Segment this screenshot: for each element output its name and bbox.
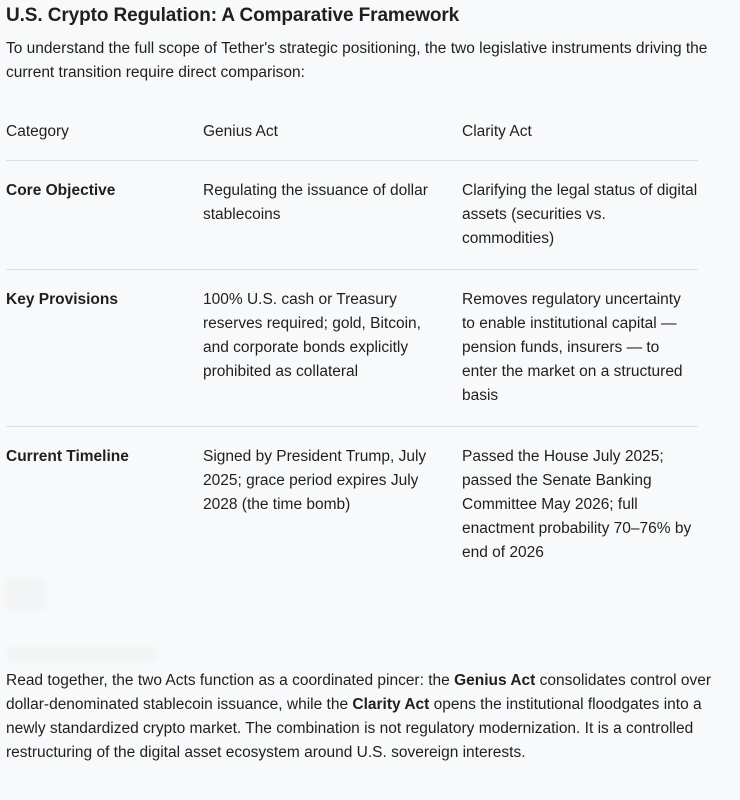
row-label-current-timeline: Current Timeline — [6, 448, 129, 465]
closing-text: opens the institutional floodgates into a newly standardized crypto market. The combination is not regulatory modernization. It is a controlled restructuring of the digital asset ecosystem around U.S. sovereign interests. — [6, 696, 702, 761]
clarity-act-cell: Removes regulatory uncertainty to enable institutional capital — pension funds, insurers — to enter the market on a structured basis — [462, 270, 698, 427]
table-row — [6, 161, 698, 270]
intro-paragraph: To understand the full scope of Tether's strategic positioning, the two legislative instruments driving the current transition require direct comparison: — [6, 40, 708, 81]
closing-text: consolidates control over dollar-denominated stablecoin issuance, while the — [6, 672, 712, 713]
table-row — [6, 270, 698, 427]
column-header-category: Category — [6, 118, 203, 161]
genius-act-cell: 100% U.S. cash or Treasury reserves required; gold, Bitcoin, and corporate bonds explicitly prohibited as collateral — [203, 270, 462, 427]
genius-act-cell: Regulating the issuance of dollar stablecoins — [203, 161, 462, 270]
blurred-placeholder — [6, 580, 46, 610]
closing-paragraph — [6, 669, 738, 765]
genius-act-cell: Signed by President Trump, July 2025; grace period expires July 2028 (the time bomb) — [203, 448, 427, 513]
page-title: U.S. Crypto Regulation: A Comparative Framework — [6, 5, 460, 26]
clarity-act-cell: Passed the House July 2025; passed the Senate Banking Committee May 2026; full enactment probability 70–76% by end of 2026 — [462, 448, 692, 561]
comparison-table — [6, 118, 698, 583]
clarity-act-cell: Clarifying the legal status of digital assets (securities vs. commodities) — [462, 161, 698, 270]
table-header-row — [6, 118, 698, 161]
genius-act-emphasis: Genius Act — [454, 672, 536, 689]
clarity-act-emphasis: Clarity Act — [352, 696, 430, 713]
row-label-key-provisions: Key Provisions — [6, 270, 203, 427]
blurred-placeholder — [8, 648, 156, 662]
table-row — [6, 427, 698, 583]
column-header-genius-act: Genius Act — [203, 118, 462, 161]
closing-text: Read together, the two Acts function as a coordinated pincer: the — [6, 672, 455, 689]
row-label-core-objective: Core Objective — [6, 161, 203, 270]
column-header-clarity-act: Clarity Act — [462, 118, 698, 161]
